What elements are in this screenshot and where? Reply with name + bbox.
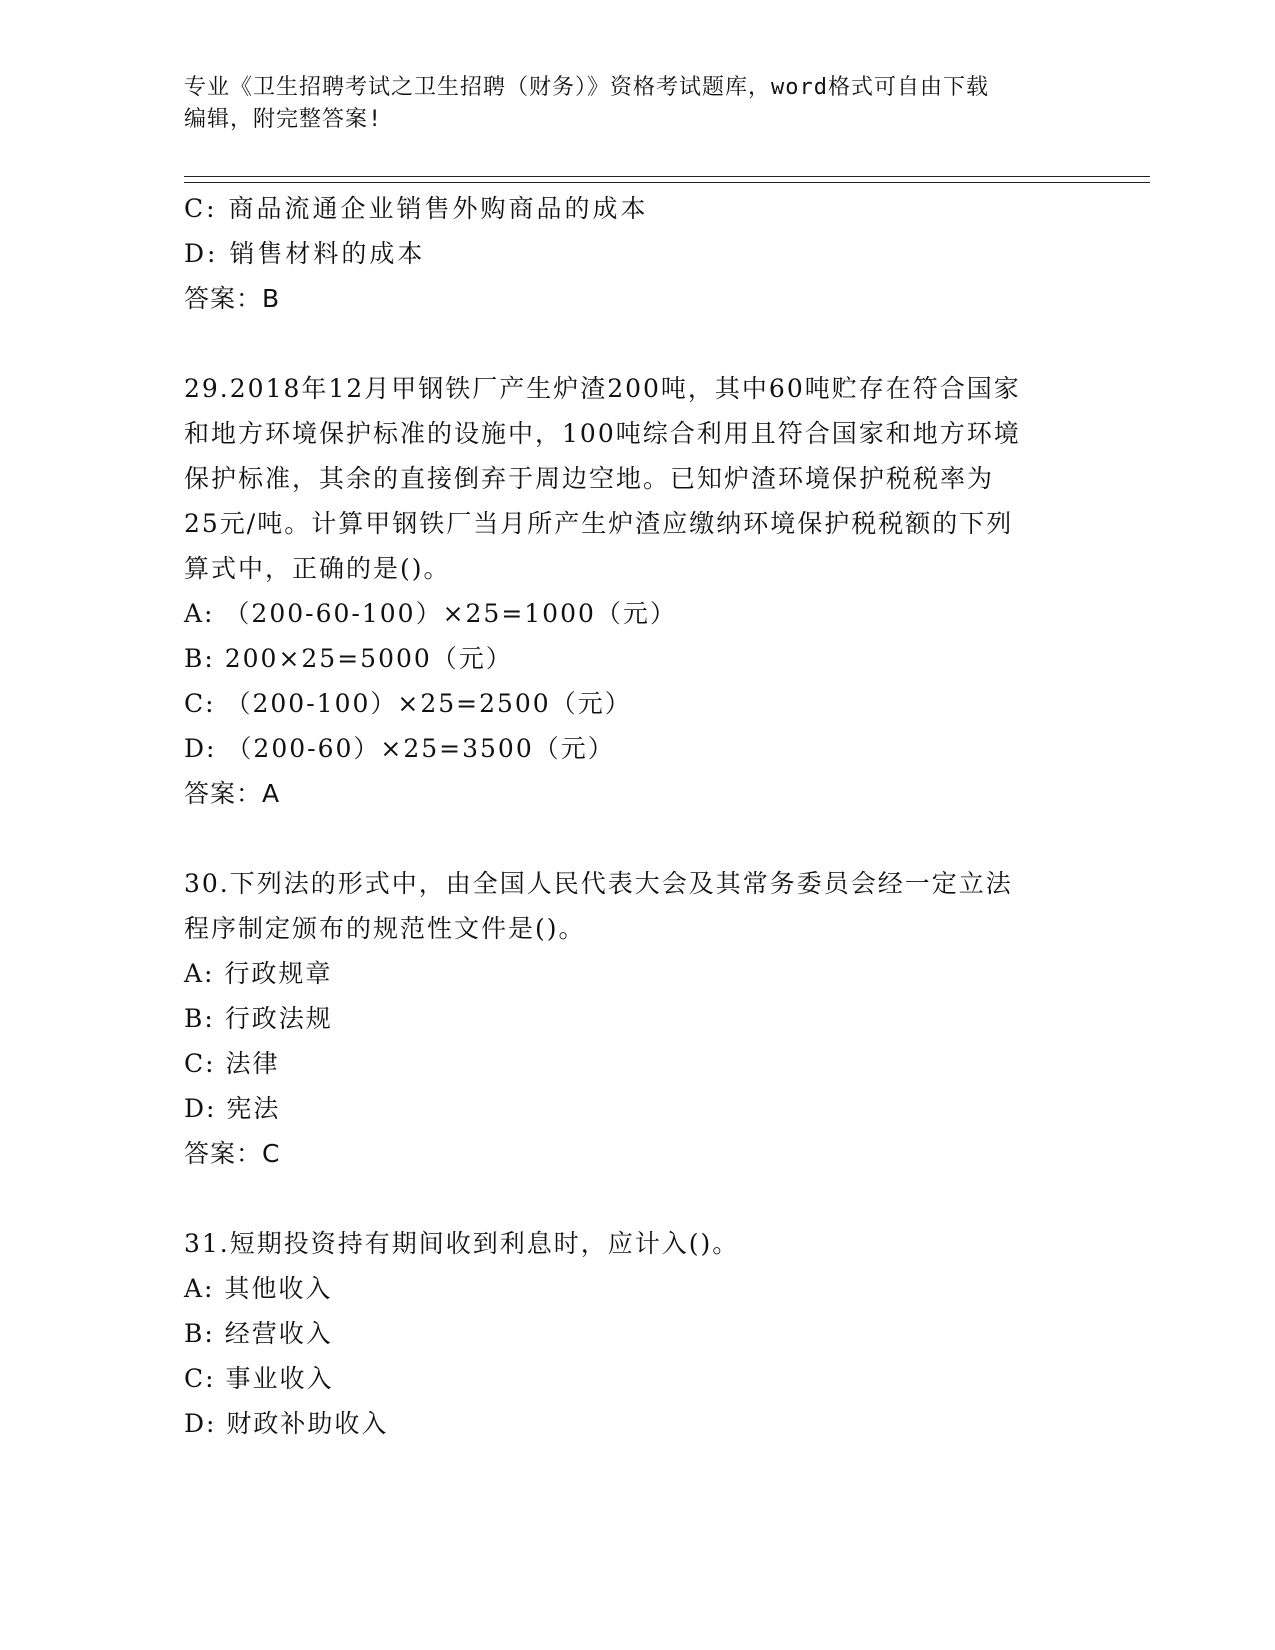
spacer xyxy=(184,321,1084,366)
option-b: B: 200×25=5000（元） xyxy=(184,644,513,673)
question-stem-line: 保护标准，其余的直接倒弃于周边空地。已知炉渣环境保护税税率为 xyxy=(184,464,995,493)
option-b: B: 经营收入 xyxy=(184,1319,333,1348)
question-list xyxy=(184,186,1084,1446)
answer-text: 答案：C xyxy=(184,1139,281,1168)
option-c: C: 商品流通企业销售外购商品的成本 xyxy=(184,194,649,223)
question-stem-line: 29.2018年12月甲钢铁厂产生炉渣200吨，其中60吨贮存在符合国家 xyxy=(184,374,1021,403)
option-d: D: 销售材料的成本 xyxy=(184,239,426,268)
option-b: B: 行政法规 xyxy=(184,1004,333,1033)
option-a: A: （200-60-100）×25=1000（元） xyxy=(184,599,677,628)
spacer xyxy=(184,1176,1084,1221)
header-line-2: 编辑，附完整答案! xyxy=(184,107,383,132)
option-d: D: （200-60）×25=3500（元） xyxy=(184,734,615,763)
option-d: D: 宪法 xyxy=(184,1094,281,1123)
question-stem-line: 31.短期投资持有期间收到利息时，应计入()。 xyxy=(184,1229,740,1258)
spacer xyxy=(184,816,1084,861)
option-c: C: 法律 xyxy=(184,1049,280,1078)
option-c: C: 事业收入 xyxy=(184,1364,334,1393)
option-c: C: （200-100）×25=2500（元） xyxy=(184,689,632,718)
question-stem-line: 程序制定颁布的规范性文件是()。 xyxy=(184,914,586,943)
question-30 xyxy=(184,861,1084,1176)
header-line-1: 专业《卫生招聘考试之卫生招聘（财务）》资格考试题库，word格式可自由下载 xyxy=(184,75,989,100)
option-d: D: 财政补助收入 xyxy=(184,1409,389,1438)
previous-question-tail xyxy=(184,186,1084,321)
header-divider xyxy=(184,176,1150,183)
answer-text: 答案：A xyxy=(184,779,281,808)
question-stem-line: 25元/吨。计算甲钢铁厂当月所产生炉渣应缴纳环境保护税税额的下列 xyxy=(184,509,1014,538)
option-a: A: 行政规章 xyxy=(184,959,333,988)
answer-text: 答案：B xyxy=(184,284,281,313)
option-a: A: 其他收入 xyxy=(184,1274,333,1303)
question-stem-line: 算式中，正确的是()。 xyxy=(184,554,451,583)
question-stem-line: 30.下列法的形式中，由全国人民代表大会及其常务委员会经一定立法 xyxy=(184,869,1013,898)
document-header xyxy=(184,72,1064,136)
question-29 xyxy=(184,366,1084,816)
question-31 xyxy=(184,1221,1084,1446)
question-stem-line: 和地方环境保护标准的设施中，100吨综合利用且符合国家和地方环境 xyxy=(184,419,1021,448)
